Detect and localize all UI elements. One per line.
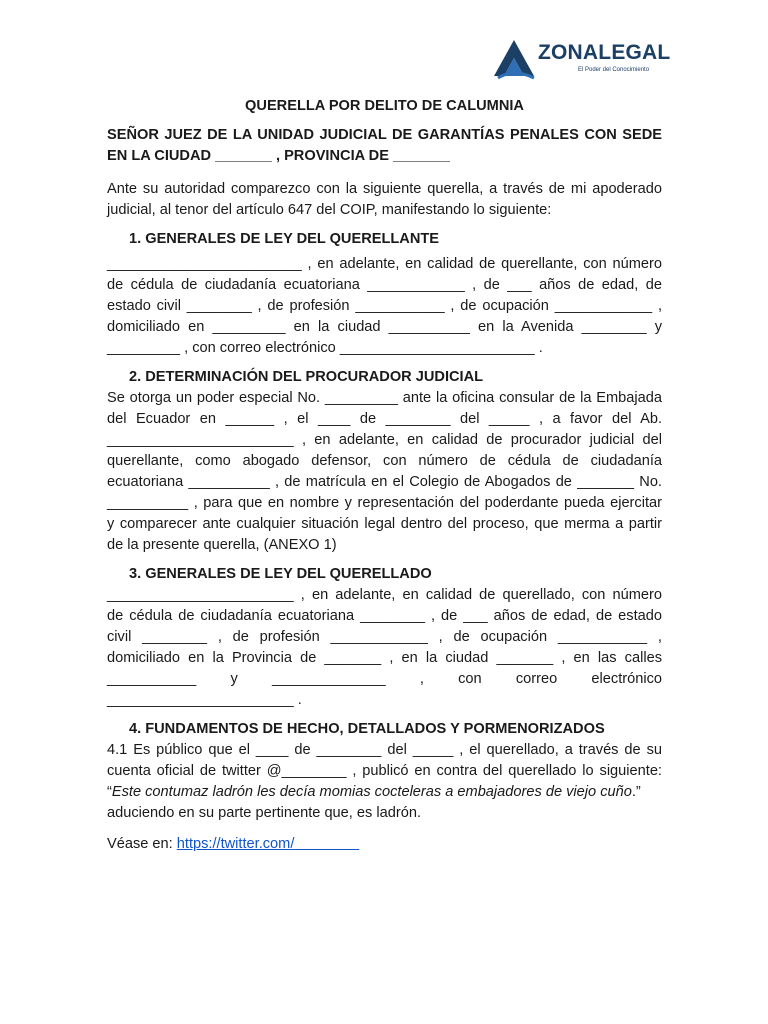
paragraph-line: _________ , con correo electrónico ________________________ . [107,340,543,356]
tweet-quote: Este contumaz ladrón les decía momias cocteleras a embajadores de viejo cuño [111,784,632,800]
section-heading-3: 3. GENERALES DE LEY DEL QUERELLADO [129,566,432,582]
paragraph-line: __________ , para que en nombre y representación del poderdante pueda ejercitar [107,495,662,511]
see-also-line [107,834,662,855]
paragraph-line: _______________________ , en adelante, en calidad de procurador judicial del [107,432,662,448]
logo-tagline: El Poder del Conocimiento [578,67,650,73]
section-3-body [107,585,662,711]
paragraph-line: ecuatoriana __________ , de matrícula en el Colegio de Abogados de _______ No. [107,474,662,490]
paragraph-line: del Ecuador en ______ , el ____ de ________ del _____ , a favor del Ab. [107,411,662,427]
paragraph-line: _______________________ , en adelante, en calidad de querellado, con número [107,587,662,603]
paragraph-line: civil ________ , de profesión ____________ , de ocupación ___________ , [107,629,662,645]
quote-close: .” [631,784,641,800]
document-title: QUERELLA POR DELITO DE CALUMNIA [245,98,524,114]
section-heading-1: 1. GENERALES DE LEY DEL QUERELLANTE [129,231,440,247]
paragraph-line: de cédula de ciudadanía ecuatoriana ____________ , de ___ años de edad, de [107,277,662,293]
paragraph-line: estado civil ________ , de profesión ___________ , de ocupación ____________ , [107,298,662,314]
paragraph-line: querellante, como abogado defensor, con número de cédula de ciudadanía [107,453,662,469]
logo-mark-icon [494,38,536,82]
quote-open: “ [107,784,112,800]
paragraph-line: cuenta oficial de twitter @________ , publicó en contra del querellado lo siguiente: [107,763,662,779]
paragraph-line: aduciendo en su parte pertinente que, es ladrón. [107,805,421,821]
paragraph-line: de la presente querella, (ANEXO 1) [107,537,337,553]
paragraph-line: ___________ y ______________ , con correo electrónico [107,671,662,687]
addressee-line: SEÑOR JUEZ DE LA UNIDAD JUDICIAL DE GARANTÍAS PENALES CON SEDE [107,127,662,143]
section-2-body [107,388,662,556]
addressee [107,125,662,167]
twitter-link[interactable] [177,836,359,852]
paragraph-line: domiciliado en la Provincia de _______ , en la ciudad _______ , en las calles [107,650,662,666]
zonalegal-logo [494,38,671,82]
logo-name: ZONALEGAL [538,41,671,64]
intro-line: judicial, al tenor del artículo 647 del COIP, manifestando lo siguiente: [107,202,552,218]
section-heading-2: 2. DETERMINACIÓN DEL PROCURADOR JUDICIAL [129,369,484,385]
paragraph-line: _______________________ . [107,692,302,708]
paragraph-line: ________________________ , en adelante, en calidad de querellante, con número [107,256,662,272]
quote-line [107,782,662,803]
document-body [107,96,662,855]
paragraph-line: y comparecer ante cualquier situación legal dentro del proceso, que merma a partir [107,516,662,532]
paragraph-line: de cédula de ciudadanía ecuatoriana ________ , de ___ años de edad, de estado [107,608,662,624]
see-label: Véase en: [107,836,177,852]
section-1-body [107,254,662,359]
paragraph-line: Se otorga un poder especial No. _________ ante la oficina consular de la Embajada [107,390,662,406]
intro-paragraph [107,179,662,221]
twitter-link-text: https://twitter.com/ [176,836,295,852]
paragraph-line: domiciliado en _________ en la ciudad __________ en la Avenida ________ y [107,319,662,335]
intro-line: Ante su autoridad comparezco con la siguiente querella, a través de mi apoderado [107,181,662,197]
section-4-body [107,740,662,855]
link-underline-pad [294,836,359,852]
addressee-line: EN LA CIUDAD _______ , PROVINCIA DE _______ [107,148,450,164]
paragraph-line: 4.1 Es público que el ____ de ________ del _____ , el querellado, a través de su [107,742,662,758]
section-heading-4: 4. FUNDAMENTOS DE HECHO, DETALLADOS Y PORMENORIZADOS [129,721,605,737]
